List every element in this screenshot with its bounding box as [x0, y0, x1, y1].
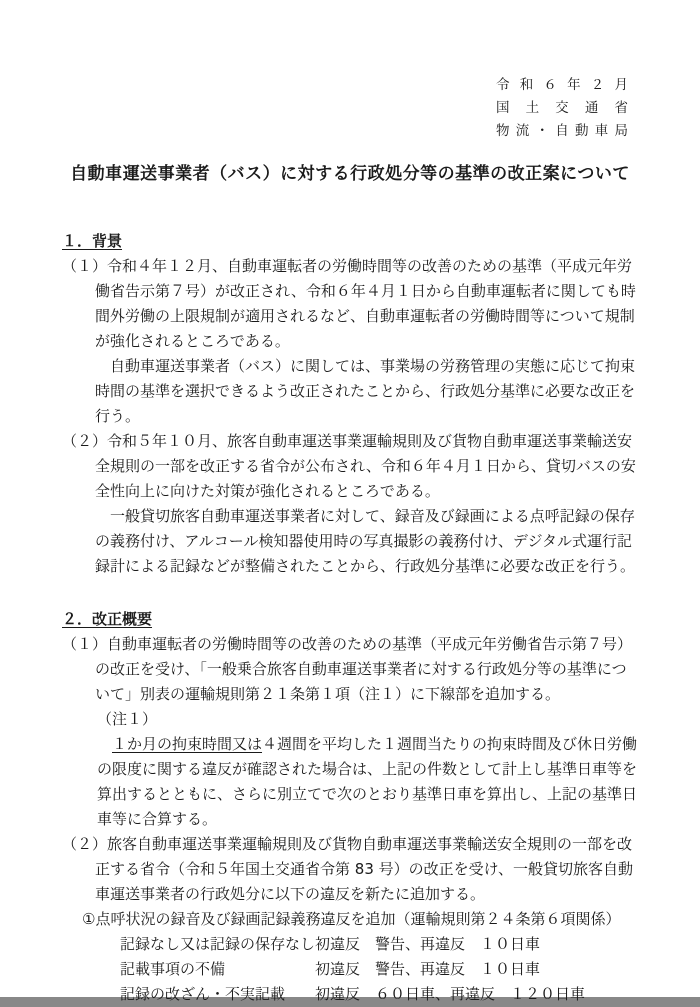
s1-item1-para2: 自動車運送事業者（バス）に関しては、事業場の労務管理の実態に応じて拘束時間の基準を選択できるよう改正されたことから、行政処分基準に必要な改正を行う。: [95, 357, 636, 425]
penalty-sanction: 初違反 ６０日車、再違反 １２０日車: [315, 985, 586, 1003]
penalty-sanction: 初違反 警告、再違反 １０日車: [315, 935, 541, 953]
s1-item1-marker: （１）: [62, 257, 108, 275]
bureau-name: 物流・自動車局: [496, 123, 628, 139]
note1-rest-text: ４週間を平均した１週間当たりの拘束時間及び休日労働の限度に関する違反が確認された場合は、上記の件数として計上し基準日車等を算出するとともに、さらに別立てで次のとおり基準日車を算出し、上記の基準日車等に合算する。: [97, 735, 638, 828]
s2-item2-marker: （２）: [62, 835, 108, 853]
penalty-violation: 記載事項の不備: [120, 960, 226, 978]
s2-sub1-heading: ①点呼状況の録音及び録画記録義務違反を追加（運輸規則第２４条第６項関係）: [82, 910, 621, 928]
s1-item1-para1: [62, 254, 638, 354]
s2-item1-para-text: 自動車運転者の労働時間等の改善のための基準（平成元年労働省告示第７号）の改正を受け、「一般乗合旅客自動車運送事業者に対する行政処分等の基準について」別表の運輸規則第２１条第１項（注１）に下線部を追加する。: [95, 635, 633, 703]
s1-item2-para2: 一般貸切旅客自動車運送事業者に対して、録音及び録画による点呼記録の保存の義務付け、アルコール検知器使用時の写真撮影の義務付け、デジタル式運行記録計による記録などが整備されたことから、行政処分基準に必要な改正を行う。: [95, 507, 636, 575]
penalty-violation: 記録の改ざん・不実記載: [120, 985, 286, 1003]
s2-item2-para: [62, 832, 638, 907]
penalty-violation: 記録なし又は記録の保存なし: [120, 935, 316, 953]
penalty-row: [120, 957, 638, 982]
note1-body: [62, 732, 638, 832]
s1-item2-para1-text: 令和５年１０月、旅客自動車運送事業運輸規則及び貨物自動車運送事業輸送安全規則の一部を改正する省令が公布され、令和６年４月１日から、貸切バスの安全性向上に向けた対策が強化されるところである。: [95, 432, 636, 500]
s2-item1-para: [62, 632, 638, 707]
section-1-heading: １．背景: [62, 232, 123, 250]
penalty-sanction: 初違反 警告、再違反 １０日車: [315, 960, 541, 978]
penalty-row: [120, 932, 638, 957]
document-title: 自動車運送事業者（バス）に対する行政処分等の基準の改正案について: [70, 164, 630, 184]
s1-item2-para1: [62, 429, 638, 504]
s1-item2-marker: （２）: [62, 432, 108, 450]
ministry-name: 国土交通省: [496, 100, 628, 116]
note1-label: （注１）: [97, 710, 158, 728]
s2-item2-para-text: 旅客自動車運送事業運輸規則及び貨物自動車運送事業輸送安全規則の一部を改正する省令（令和５年国土交通省令第 83 号）の改正を受け、一般貸切旅客自動車運送事業者の行政処分に以下の違反を新たに追加する。: [95, 835, 634, 903]
issue-date: 令和６年２月: [496, 77, 628, 93]
s2-item1-marker: （１）: [62, 635, 108, 653]
penalty-row: [120, 982, 638, 1007]
s1-item1-para1-text: 令和４年１２月、自動車運転者の労働時間等の改善のための基準（平成元年労働省告示第７号）が改正され、令和６年４月１日から自動車運転者に関しても時間外労働の上限規制が適用されるなど、自動車運転者の労働時間等について規制が強化されるところである。: [95, 257, 636, 350]
note1-underlined-text: １か月の拘束時間又は: [112, 735, 263, 753]
document-header-block: [496, 74, 628, 143]
section-2-heading: ２．改正概要: [62, 610, 153, 628]
